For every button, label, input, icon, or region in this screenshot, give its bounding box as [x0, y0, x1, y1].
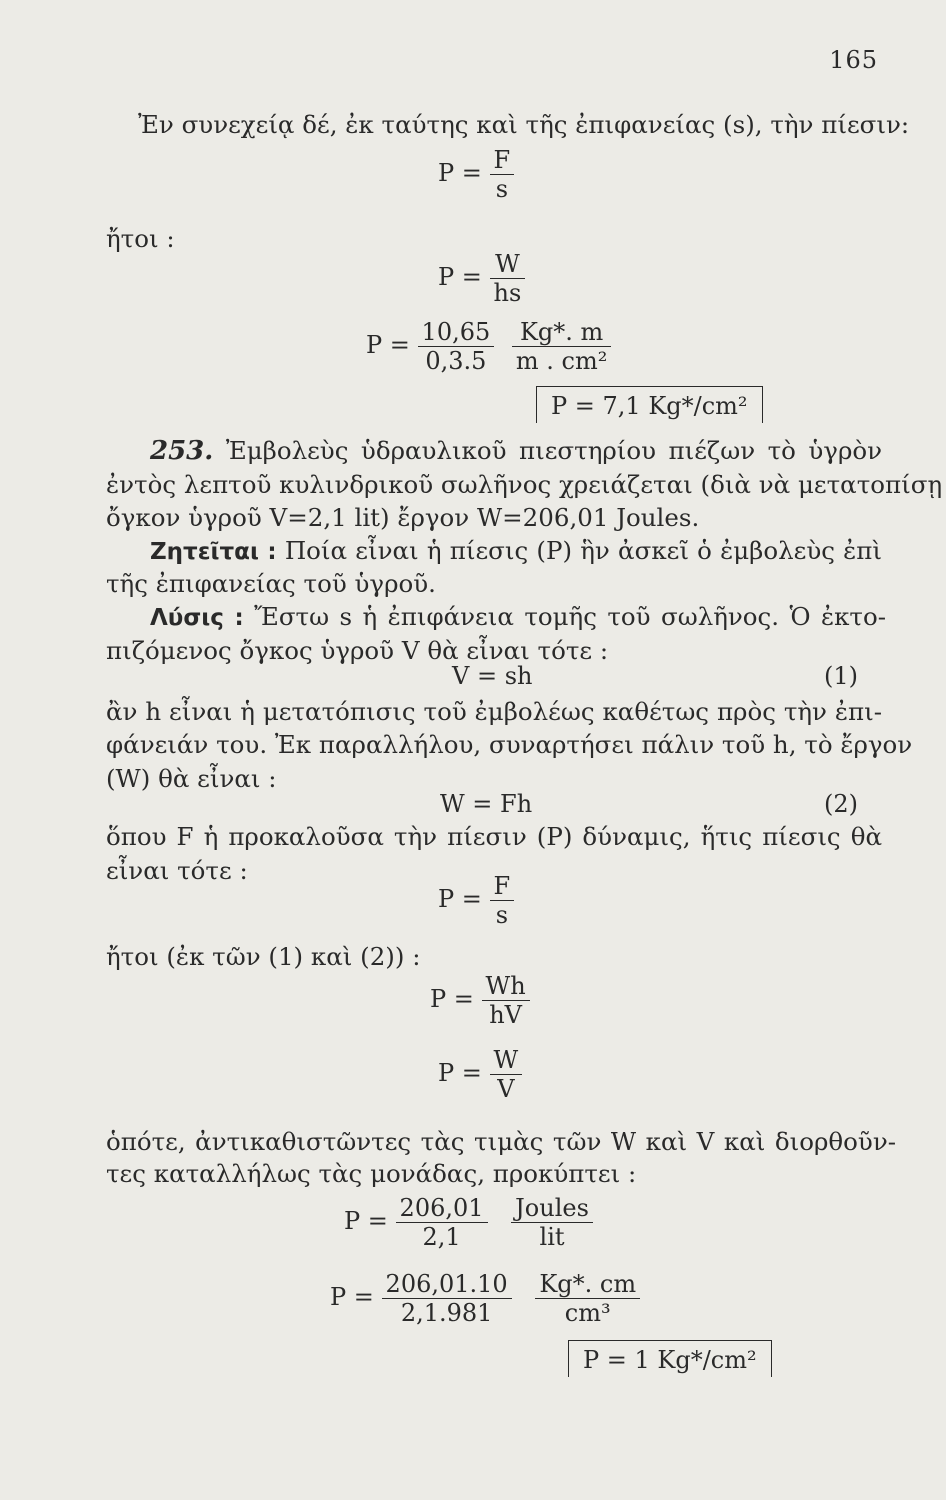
result-box-2: P = 1 Kg*/cm² — [568, 1340, 772, 1377]
text-line: (W) θὰ εἶναι : — [106, 764, 277, 793]
text-line: ὅπου F ἡ προκαλοῦσα τὴν πίεσιν (P) δύναμις, ἥτις πίεσις θὰ — [106, 822, 882, 851]
equation-p-f-s: P = $\frac{F}{s}$ — [438, 146, 514, 203]
equation-p-w-hs: P = $\frac{W}{hs}$ — [438, 250, 525, 307]
equation-numeric-1: P = $\frac{10,65}{0,3.5}$ $\frac{Kg*. m}{\text{m . cm²}}$ — [366, 318, 611, 375]
text-line: Λύσις : Ἔστω s ἡ ἐπιφάνεια τομῆς τοῦ σωλῆνος. Ὁ ἐκτο- — [150, 602, 887, 631]
equation-tag-2: (2) — [824, 790, 858, 818]
text-line: ἂν h εἶναι ἡ μετατόπισις τοῦ ἐμβολέως καθέτως πρὸς τὴν ἐπι- — [106, 697, 882, 726]
text-line: ὄγκον ὑγροῦ V=2,1 lit) ἔργον W=206,01 Joules. — [106, 503, 700, 532]
text-line: ἐντὸς λεπτοῦ κυλινδρικοῦ σωλῆνος χρειάζεται (διὰ νὰ μετατοπίσῃ — [106, 470, 943, 499]
text-line: φάνειάν του. Ἐκ παραλλήλου, συναρτήσει πάλιν τοῦ h, τὸ ἔργον — [106, 730, 913, 759]
text-line: Ζητεῖται : Ποία εἶναι ἡ πίεσις (P) ἣν ἀσκεῖ ὁ ἐμβολεὺς ἐπὶ — [150, 536, 883, 565]
text-line: ἤτοι (ἐκ τῶν (1) καὶ (2)) : — [106, 942, 421, 971]
equation-2: W = Fh — [440, 790, 533, 818]
equation-tag-1: (1) — [824, 662, 858, 690]
text-line: ὁπότε, ἀντικαθιστῶντες τὰς τιμὰς τῶν W καὶ V καὶ διορθοῦν- — [106, 1127, 896, 1156]
equation-numeric-2: P = $\frac{206,01}{2,1}$ $\frac{\text{Joules}}{\text{lit}}$ — [344, 1194, 593, 1251]
equation-p-f-s-2: P = $\frac{F}{s}$ — [438, 872, 514, 929]
equation-1: V = sh — [452, 662, 533, 690]
result-box-1: P = 7,1 Kg*/cm² — [536, 386, 763, 423]
text-line: τες καταλλήλως τὰς μονάδας, προκύπτει : — [106, 1159, 637, 1188]
text-line: ἤτοι : — [106, 224, 175, 253]
text-line: πιζόμενος ὄγκος ὑγροῦ V θὰ εἶναι τότε : — [106, 636, 609, 665]
text-line: Ἐν συνεχείᾳ δέ, ἐκ ταύτης καὶ τῆς ἐπιφανείας (s), τὴν πίεσιν: — [138, 110, 910, 139]
equation-p-w-v: P = $\frac{W}{V}$ — [438, 1046, 522, 1103]
page-number: 165 — [829, 46, 878, 74]
text-line: τῆς ἐπιφανείας τοῦ ὑγροῦ. — [106, 569, 436, 598]
equation-p-wh-hv: P = $\frac{Wh}{hV}$ — [430, 972, 530, 1029]
text-line: 253. Ἐμβολεὺς ὑδραυλικοῦ πιεστηρίου πιέζων τὸ ὑγρὸν — [150, 436, 882, 466]
equation-numeric-3: P = $\frac{206,01.10}{2,1.981}$ $\frac{Kg*. cm}{\text{cm³}}$ — [330, 1270, 640, 1327]
text-line: εἶναι τότε : — [106, 856, 248, 885]
